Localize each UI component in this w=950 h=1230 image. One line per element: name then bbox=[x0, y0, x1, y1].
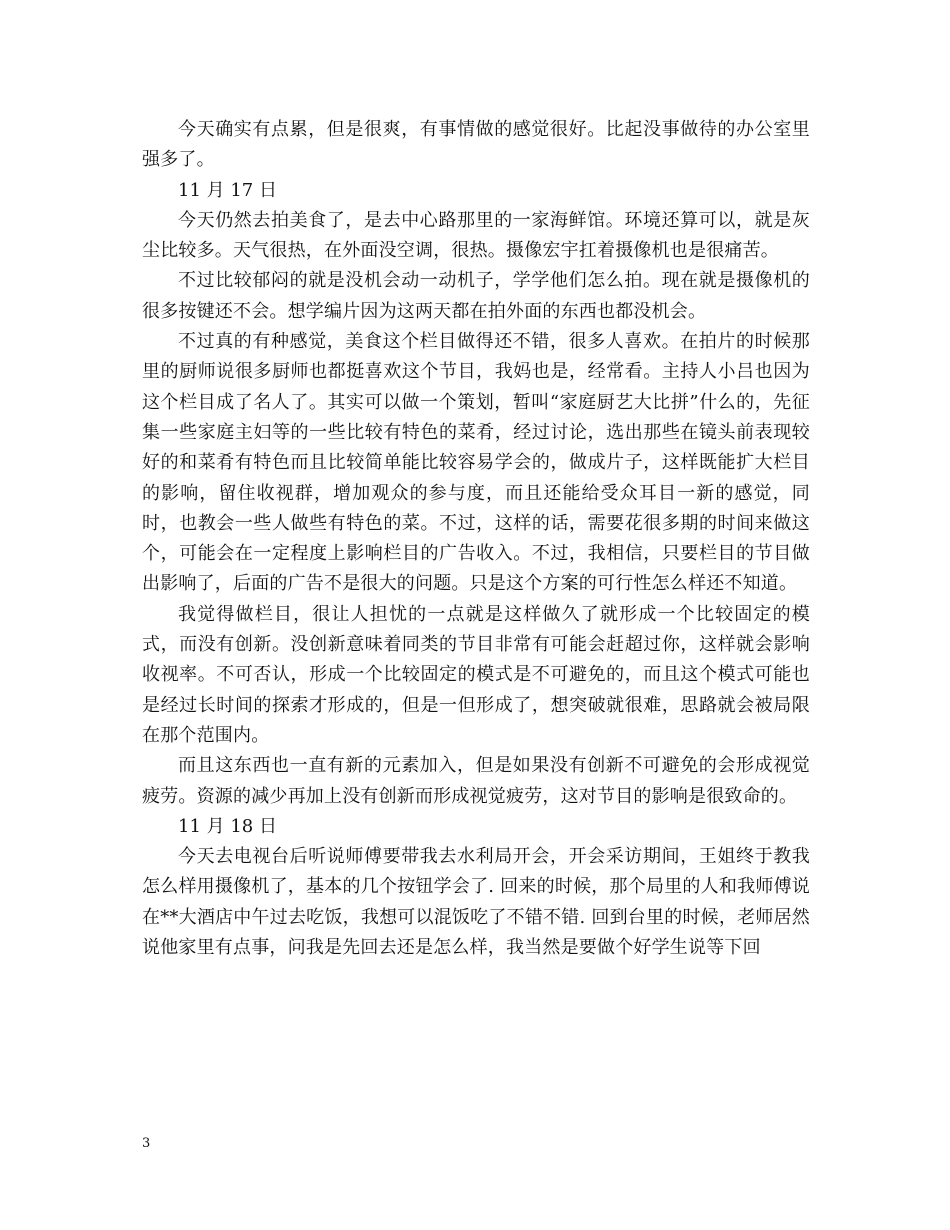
paragraph: 今天仍然去拍美食了，是去中心路那里的一家海鲜馆。环境还算可以，就是灰尘比较多。天气很热，在外面没空调，很热。摄像宏宇扛着摄像机也是很痛苦。 bbox=[142, 209, 810, 262]
date-heading: 11 月 18 日 bbox=[178, 815, 277, 837]
paragraph: 我觉得做栏目，很让人担忧的一点就是这样做久了就形成一个比较固定的模式，而没有创新。没创新意味着同类的节目非常有可能会赶超过你，这样就会影响收视率。不可否认，形成一个比较固定的模式是不可避免的，而且这个模式可能也是经过长时间的探索才形成的，但是一但形成了，想突破就很难，思路就会被局限在那个范围内。 bbox=[142, 603, 810, 746]
paragraph: 而且这东西也一直有新的元素加入，但是如果没有创新不可避免的会形成视觉疲劳。资源的减少再加上没有创新而形成视觉疲劳，这对节目的影响是很致命的。 bbox=[142, 755, 810, 807]
paragraph: 今天去电视台后听说师傅要带我去水利局开会，开会采访期间，王姐终于教我怎么样用摄像机了，基本的几个按钮学会了. 回来的时候，那个局里的人和我师傅说在**大酒店中午过去吃饭，我想可以混饭吃了不错不错. 回到台里的时候，老师居然说他家里有点事，问我是先回去还是怎么样，我当然是要做个好学生说等下回 bbox=[142, 846, 810, 959]
paragraph: 今天确实有点累，但是很爽，有事情做的感觉很好。比起没事做待的办公室里强多了。 bbox=[142, 119, 810, 171]
paragraph: 不过比较郁闷的就是没机会动一动机子，学学他们怎么拍。现在就是摄像机的很多按键还不会。想学编片因为这两天都在拍外面的东西也都没机会。 bbox=[142, 270, 810, 322]
date-heading: 11 月 17 日 bbox=[178, 179, 277, 201]
paragraph: 不过真的有种感觉，美食这个栏目做得还不错，很多人喜欢。在拍片的时候那里的厨师说很多厨师也都挺喜欢这个节目，我妈也是，经常看。主持人小吕也因为这个栏目成了名人了。其实可以做一个策划，暂叫“家庭厨艺大比拼”什么的，先征集一些家庭主妇等的一些比较有特色的菜肴，经过讨论，选出那些在镜头前表现较好的和菜肴有特色而且比较简单能比较容易学会的，做成片子，这样既能扩大栏目的影响，留住收视群，增加观众的参与度，而且还能给受众耳目一新的感觉，同时，也教会一些人做些有特色的菜。不过，这样的话，需要花很多期的时间来做这个，可能会在一定程度上影响栏目的广告收入。不过，我相信，只要栏目的节目做出影响了，后面的广告不是很大的问题。只是这个方案的可行性怎么样还不知道。 bbox=[142, 331, 810, 595]
document-body bbox=[142, 115, 810, 963]
page-number: 3 bbox=[142, 1136, 151, 1151]
